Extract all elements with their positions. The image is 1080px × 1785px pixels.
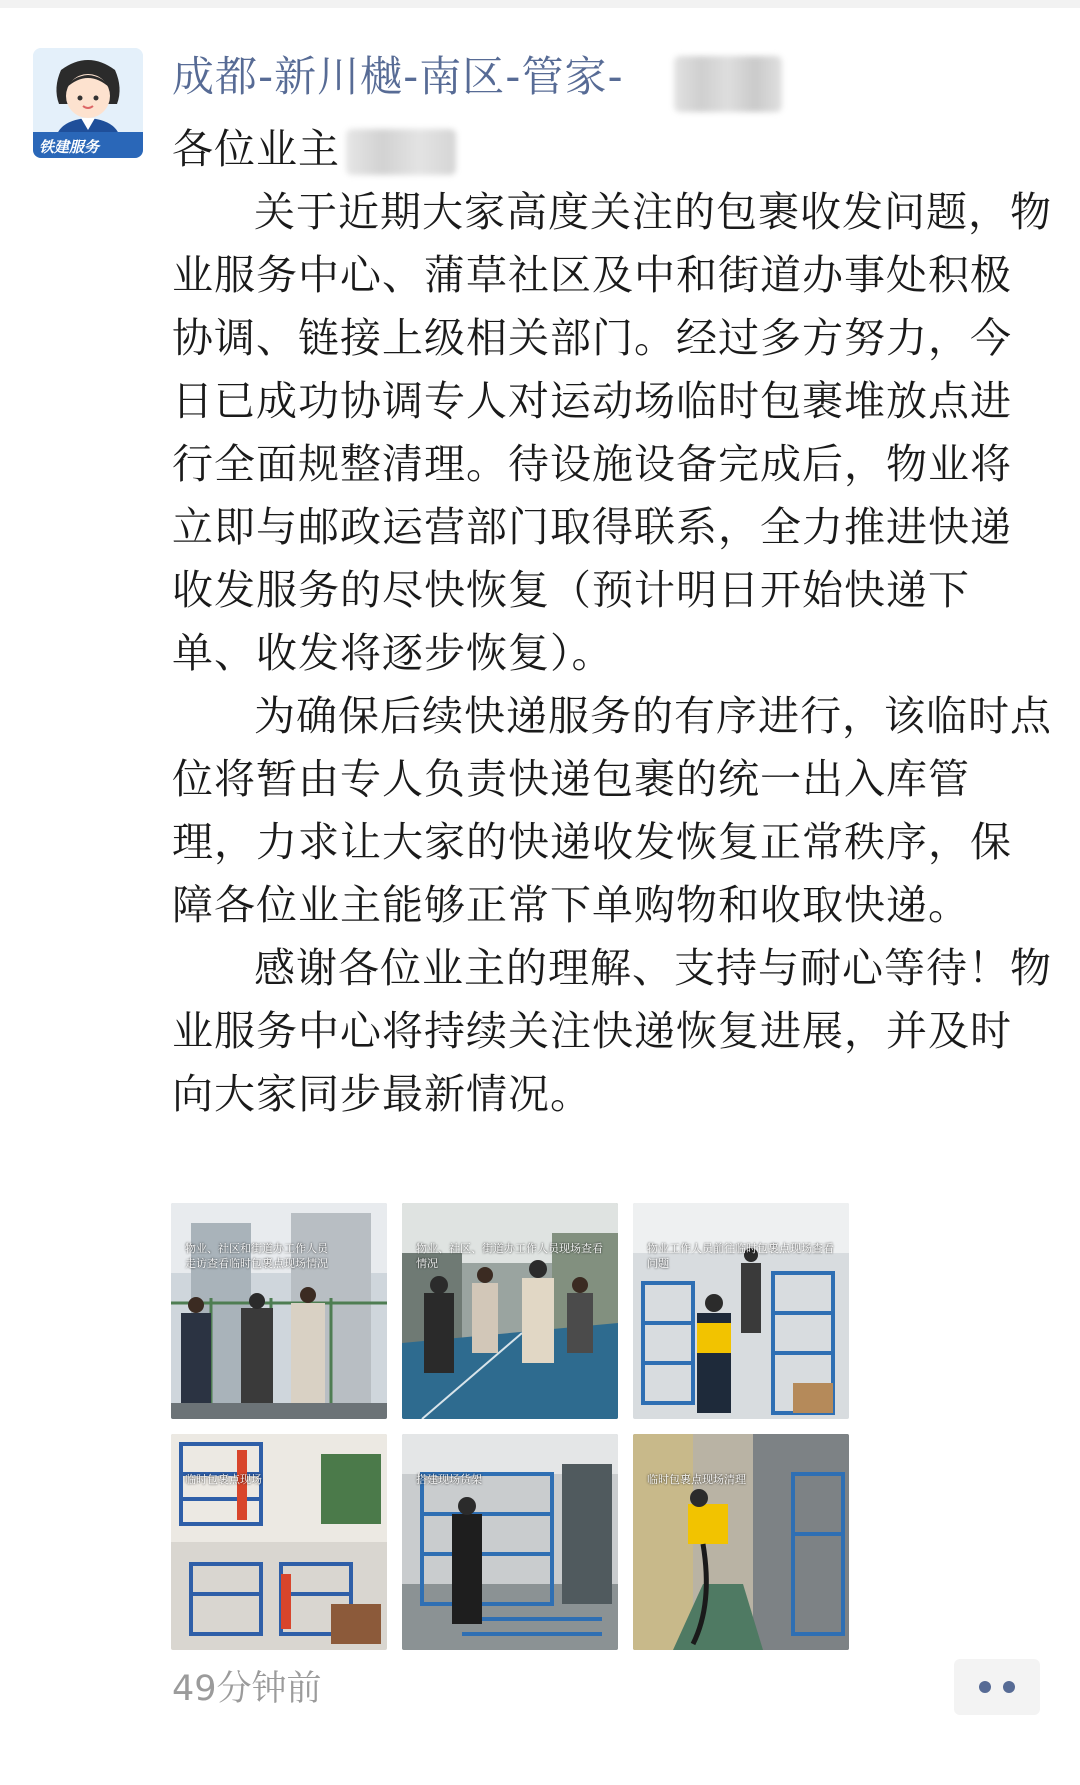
- more-dots-icon: [1003, 1681, 1015, 1693]
- photo-image: [171, 1434, 387, 1650]
- photo-image: [171, 1203, 387, 1419]
- post-content: [172, 118, 1052, 1126]
- photo-image: [402, 1434, 618, 1650]
- paragraph-1: 关于近期大家高度关注的包裹收发问题，物业服务中心、蒲草社区及中和街道办事处积极协调、链接上级相关部门。经过多方努力，今日已成功协调专人对运动场临时包裹堆放点进行全面规整清理。待设施设备完成后，物业将立即与邮政运营部门取得联系，全力推进快递收发服务的尽快恢复（预计明日开始快递下单、收发将逐步恢复）。: [172, 188, 1052, 677]
- photo-thumbnail[interactable]: [402, 1203, 618, 1419]
- photo-thumbnail[interactable]: [171, 1434, 387, 1650]
- greeting-text: 各位业主: [172, 125, 340, 173]
- photo-caption: 临时包裹点现场清理: [647, 1473, 746, 1486]
- photo-thumbnail[interactable]: [402, 1434, 618, 1650]
- top-divider: [0, 0, 1080, 8]
- photo-image: [402, 1203, 618, 1419]
- photo-grid: [171, 1203, 849, 1650]
- photo-image: [633, 1434, 849, 1650]
- avatar-label: 铁建服务: [39, 138, 100, 156]
- more-options-button[interactable]: [954, 1659, 1040, 1715]
- more-dots-icon: [979, 1681, 991, 1693]
- photo-caption: 物业工作人员前往临时包裹点现场查看问题: [647, 1242, 834, 1270]
- name-redaction: [674, 56, 782, 112]
- author-name[interactable]: 成都-新川樾-南区-管家-: [172, 52, 624, 101]
- photo-thumbnail[interactable]: [633, 1203, 849, 1419]
- paragraph-3: 感谢各位业主的理解、支持与耐心等待！物业服务中心将持续关注快递恢复进展，并及时向大家同步最新情况。: [172, 944, 1052, 1118]
- greeting-redaction: [346, 129, 456, 175]
- paragraph-2: 为确保后续快递服务的有序进行，该临时点位将暂由专人负责快递包裹的统一出入库管理，力求让大家的快递收发恢复正常秩序，保障各位业主能够正常下单购物和收取快递。: [172, 692, 1052, 929]
- post-timestamp: 49分钟前: [172, 1669, 322, 1709]
- author-avatar[interactable]: [33, 48, 143, 158]
- photo-thumbnail[interactable]: [171, 1203, 387, 1419]
- photo-caption: 物业、社区和街道办工作人员 走访查看临时包裹点现场情况: [185, 1242, 328, 1270]
- photo-image: [633, 1203, 849, 1419]
- greeting-line: [172, 118, 1052, 181]
- photo-thumbnail[interactable]: [633, 1434, 849, 1650]
- photo-caption: 临时包裹点现场: [185, 1473, 262, 1486]
- photo-caption: 搭建现场货架: [416, 1473, 482, 1486]
- photo-caption: 物业、社区、街道办工作人员现场查看情况: [416, 1242, 603, 1270]
